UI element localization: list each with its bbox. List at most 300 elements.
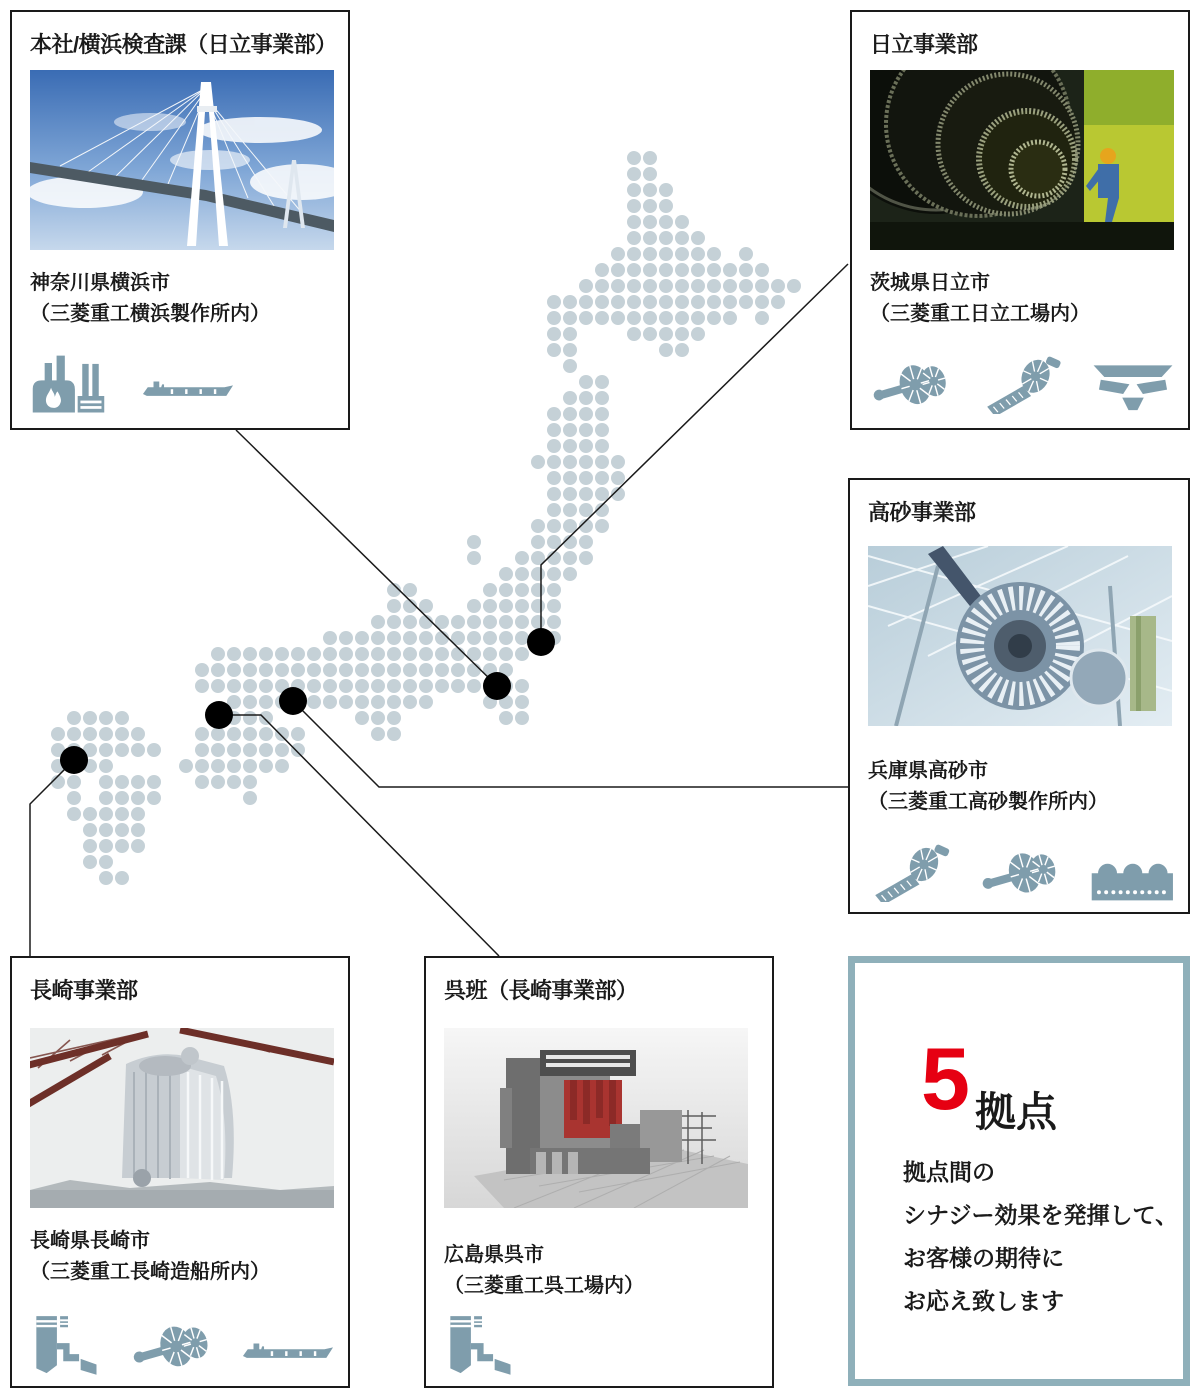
equipment-icons xyxy=(30,1304,336,1376)
map-dot xyxy=(659,199,673,213)
map-dot xyxy=(515,551,529,565)
map-dot xyxy=(67,791,81,805)
map-dot xyxy=(275,743,289,757)
map-dot xyxy=(451,615,465,629)
map-dot xyxy=(67,711,81,725)
map-dot xyxy=(483,583,497,597)
steam-turbine-rotor-icon xyxy=(870,353,956,414)
map-dot xyxy=(307,695,321,709)
map-dot xyxy=(259,695,273,709)
nagasaki-boiler-lift-photo xyxy=(30,1028,334,1208)
map-dot xyxy=(243,679,257,693)
map-dot xyxy=(259,727,273,741)
map-dot xyxy=(467,615,481,629)
map-dot xyxy=(675,215,689,229)
map-dot xyxy=(643,279,657,293)
map-dot xyxy=(307,663,321,677)
map-dot xyxy=(563,471,577,485)
map-dot xyxy=(387,727,401,741)
map-dot xyxy=(419,631,433,645)
map-dot xyxy=(515,679,529,693)
map-dot xyxy=(739,247,753,261)
map-dot xyxy=(435,663,449,677)
map-dot xyxy=(579,311,593,325)
map-dot xyxy=(419,647,433,661)
map-dot xyxy=(195,775,209,789)
map-dot xyxy=(547,567,561,581)
location-card-yokohama xyxy=(10,10,350,430)
summary-line: シナジー効果を発揮して、 xyxy=(903,1202,1179,1228)
map-dot xyxy=(259,759,273,773)
map-dot xyxy=(643,247,657,261)
map-dot xyxy=(259,743,273,757)
map-dot xyxy=(259,663,273,677)
map-dot xyxy=(355,679,369,693)
map-dot xyxy=(755,263,769,277)
map-dot xyxy=(83,807,97,821)
map-dot xyxy=(579,295,593,309)
map-dot xyxy=(83,823,97,837)
map-dot xyxy=(403,663,417,677)
map-dot xyxy=(355,663,369,677)
map-dot xyxy=(419,679,433,693)
map-dot xyxy=(179,759,193,773)
map-dot xyxy=(579,391,593,405)
map-dot xyxy=(51,775,65,789)
map-dot xyxy=(323,695,337,709)
map-dot xyxy=(611,247,625,261)
map-dot xyxy=(243,743,257,757)
map-dot xyxy=(275,663,289,677)
map-dot xyxy=(435,679,449,693)
map-dot xyxy=(259,711,273,725)
map-dot xyxy=(627,311,641,325)
map-dot xyxy=(403,647,417,661)
map-dot xyxy=(275,727,289,741)
map-dot xyxy=(627,263,641,277)
map-dot xyxy=(387,599,401,613)
map-dot xyxy=(675,295,689,309)
map-dot xyxy=(563,423,577,437)
map-dot xyxy=(595,471,609,485)
yokohama-marker xyxy=(483,672,511,700)
map-dot xyxy=(339,631,353,645)
map-dot xyxy=(675,231,689,245)
map-dot xyxy=(99,759,113,773)
map-dot xyxy=(611,295,625,309)
map-dot xyxy=(691,279,705,293)
map-dot xyxy=(547,439,561,453)
map-dot xyxy=(99,823,113,837)
compressor-rotor-icon xyxy=(868,841,955,902)
map-dot xyxy=(115,871,129,885)
map-dot xyxy=(691,263,705,277)
map-dot xyxy=(131,791,145,805)
map-dot xyxy=(387,615,401,629)
equipment-icons xyxy=(444,1304,760,1376)
map-dot xyxy=(371,711,385,725)
map-dot xyxy=(355,711,369,725)
map-dot xyxy=(67,807,81,821)
map-dot xyxy=(595,423,609,437)
card-title: 呉班（長崎事業部） xyxy=(444,978,638,1003)
map-dot xyxy=(115,711,129,725)
map-dot xyxy=(323,631,337,645)
map-dot xyxy=(467,663,481,677)
map-dot xyxy=(51,727,65,741)
map-dot xyxy=(579,439,593,453)
map-dot xyxy=(195,679,209,693)
map-dot xyxy=(211,679,225,693)
map-dot xyxy=(707,311,721,325)
map-dot xyxy=(419,663,433,677)
summary-line: 拠点間の xyxy=(903,1159,995,1185)
map-dot xyxy=(627,327,641,341)
site-detail: （三菱重工高砂製作所内） xyxy=(868,791,1108,813)
map-dot xyxy=(707,295,721,309)
boiler-house-icon xyxy=(1089,848,1176,902)
map-dot xyxy=(787,279,801,293)
map-dot xyxy=(515,599,529,613)
map-dot xyxy=(195,759,209,773)
map-dot xyxy=(131,743,145,757)
map-dot xyxy=(547,583,561,597)
map-dot xyxy=(675,327,689,341)
map-dot xyxy=(195,743,209,757)
map-dot xyxy=(99,775,113,789)
map-dot xyxy=(563,503,577,517)
map-dot xyxy=(579,551,593,565)
map-dot xyxy=(323,679,337,693)
map-dot xyxy=(595,263,609,277)
map-dot xyxy=(371,695,385,709)
map-dot xyxy=(563,343,577,357)
map-dot xyxy=(611,263,625,277)
map-dot xyxy=(323,663,337,677)
map-dot xyxy=(627,151,641,165)
map-dot xyxy=(579,423,593,437)
yokohama-line xyxy=(236,430,497,686)
map-dot xyxy=(243,647,257,661)
nagasaki-marker xyxy=(60,746,88,774)
map-dot xyxy=(499,711,513,725)
map-dot xyxy=(291,663,305,677)
map-dot xyxy=(211,759,225,773)
map-dot xyxy=(563,359,577,373)
summary-message xyxy=(903,1151,1178,1323)
map-dot xyxy=(627,295,641,309)
map-dot xyxy=(627,215,641,229)
map-dot xyxy=(275,647,289,661)
map-dot xyxy=(371,631,385,645)
map-dot xyxy=(291,743,305,757)
map-dot xyxy=(563,455,577,469)
map-dot xyxy=(579,487,593,501)
takasago-gas-turbine-photo xyxy=(868,546,1172,726)
map-dot xyxy=(531,615,545,629)
map-dot xyxy=(563,567,577,581)
map-dot xyxy=(83,727,97,741)
map-dot xyxy=(211,647,225,661)
map-dot xyxy=(643,327,657,341)
map-dot xyxy=(499,599,513,613)
tanker-ship-icon xyxy=(242,1333,334,1362)
map-dot xyxy=(131,839,145,853)
map-dot xyxy=(339,663,353,677)
map-dot xyxy=(771,279,785,293)
map-dot xyxy=(707,279,721,293)
map-dot xyxy=(739,295,753,309)
map-dot xyxy=(563,327,577,341)
map-dot xyxy=(643,263,657,277)
map-dot xyxy=(531,535,545,549)
steam-turbine-rotor-icon xyxy=(130,1314,218,1376)
map-dot xyxy=(771,295,785,309)
compressor-rotor-icon xyxy=(980,353,1066,414)
map-dot xyxy=(227,775,241,789)
map-dot xyxy=(515,631,529,645)
map-dot xyxy=(355,695,369,709)
map-dot xyxy=(675,311,689,325)
map-dot xyxy=(195,727,209,741)
map-dot xyxy=(227,759,241,773)
map-dot xyxy=(227,647,241,661)
map-dot xyxy=(387,647,401,661)
map-dot xyxy=(227,727,241,741)
map-dot xyxy=(403,679,417,693)
map-dot xyxy=(387,663,401,677)
location-text xyxy=(30,268,270,330)
map-dot xyxy=(339,695,353,709)
map-dot xyxy=(547,487,561,501)
map-dot xyxy=(563,487,577,501)
map-dot xyxy=(579,279,593,293)
map-dot xyxy=(595,455,609,469)
map-dot xyxy=(99,711,113,725)
map-dot xyxy=(691,231,705,245)
map-dot xyxy=(451,679,465,693)
map-dot xyxy=(243,711,257,725)
map-dot xyxy=(531,455,545,469)
map-dot xyxy=(579,455,593,469)
map-dot xyxy=(531,519,545,533)
location-card-kure xyxy=(424,956,774,1388)
map-dot xyxy=(643,183,657,197)
map-dot xyxy=(307,679,321,693)
map-dot xyxy=(499,631,513,645)
hitachi-turbine-rotor-photo xyxy=(870,70,1174,250)
location-text xyxy=(30,1226,270,1288)
map-dot xyxy=(131,823,145,837)
map-dot xyxy=(243,775,257,789)
map-dot xyxy=(547,471,561,485)
map-dot xyxy=(99,807,113,821)
map-dot xyxy=(243,759,257,773)
map-dot xyxy=(211,743,225,757)
map-dot xyxy=(563,391,577,405)
map-dot xyxy=(467,679,481,693)
map-dot xyxy=(387,711,401,725)
map-dot xyxy=(147,791,161,805)
map-dot xyxy=(275,759,289,773)
map-dot xyxy=(387,679,401,693)
map-dot xyxy=(579,503,593,517)
map-dot xyxy=(499,567,513,581)
map-dot xyxy=(531,583,545,597)
kure-plant-model-photo xyxy=(444,1028,748,1208)
map-dot xyxy=(131,727,145,741)
equipment-icons xyxy=(868,830,1176,902)
map-dot xyxy=(371,647,385,661)
map-dot xyxy=(547,503,561,517)
prefecture-city: 茨城県日立市 xyxy=(870,272,990,294)
map-dot xyxy=(691,311,705,325)
map-dot xyxy=(99,727,113,741)
site-detail: （三菱重工横浜製作所内） xyxy=(30,303,270,325)
map-dot xyxy=(691,295,705,309)
steam-turbine-rotor-icon xyxy=(979,841,1066,902)
site-count-unit: 拠点 xyxy=(975,1089,1057,1135)
map-dot xyxy=(83,855,97,869)
map-dot xyxy=(227,679,241,693)
site-detail: （三菱重工長崎造船所内） xyxy=(30,1261,270,1283)
map-dot xyxy=(547,455,561,469)
map-dot xyxy=(563,551,577,565)
map-dot xyxy=(467,535,481,549)
kure-marker xyxy=(205,701,233,729)
map-dot xyxy=(67,775,81,789)
location-text xyxy=(870,268,1090,330)
map-dot xyxy=(643,231,657,245)
map-dot xyxy=(627,279,641,293)
map-dot xyxy=(339,679,353,693)
map-dot xyxy=(115,839,129,853)
map-dot xyxy=(99,839,113,853)
map-dot xyxy=(563,311,577,325)
map-dot xyxy=(723,279,737,293)
map-dot xyxy=(499,583,513,597)
location-text xyxy=(444,1240,644,1302)
map-dot xyxy=(723,263,737,277)
map-dot xyxy=(483,631,497,645)
map-dot xyxy=(515,615,529,629)
map-dot xyxy=(531,599,545,613)
map-dot xyxy=(691,247,705,261)
map-dot xyxy=(659,215,673,229)
location-card-hitachi xyxy=(850,10,1190,430)
map-dot xyxy=(595,487,609,501)
site-detail: （三菱重工日立工場内） xyxy=(870,303,1090,325)
map-dot xyxy=(643,167,657,181)
map-dot xyxy=(67,727,81,741)
map-dot xyxy=(611,311,625,325)
map-dot xyxy=(211,775,225,789)
location-card-takasago xyxy=(848,478,1190,914)
map-dot xyxy=(595,295,609,309)
map-dot xyxy=(739,263,753,277)
map-dot xyxy=(307,647,321,661)
map-dot xyxy=(483,615,497,629)
map-dot xyxy=(499,647,513,661)
map-dot xyxy=(659,343,673,357)
boiler-piping-icon xyxy=(444,1313,520,1376)
map-dot xyxy=(99,791,113,805)
map-dot xyxy=(579,471,593,485)
yokohama-bridge-photo xyxy=(30,70,334,250)
map-dot xyxy=(211,727,225,741)
map-dot xyxy=(99,855,113,869)
map-dot xyxy=(131,807,145,821)
map-dot xyxy=(675,247,689,261)
map-dot xyxy=(595,439,609,453)
equipment-icons xyxy=(30,342,336,414)
map-dot xyxy=(755,279,769,293)
map-dot xyxy=(515,711,529,725)
map-dot xyxy=(643,151,657,165)
map-dot xyxy=(691,327,705,341)
map-dot xyxy=(323,647,337,661)
map-dot xyxy=(467,599,481,613)
map-dot xyxy=(291,647,305,661)
map-dot xyxy=(659,327,673,341)
nagasaki-line xyxy=(30,760,74,956)
hitachi-marker xyxy=(527,628,555,656)
equipment-icons xyxy=(870,342,1176,414)
map-dot xyxy=(403,631,417,645)
map-dot xyxy=(451,663,465,677)
map-dot xyxy=(515,695,529,709)
map-dot xyxy=(659,311,673,325)
map-dot xyxy=(451,647,465,661)
map-dot xyxy=(547,327,561,341)
map-dot xyxy=(211,663,225,677)
map-dot xyxy=(595,311,609,325)
card-title: 日立事業部 xyxy=(870,32,978,57)
map-dot xyxy=(563,407,577,421)
card-title: 本社/横浜検査課（日立事業部） xyxy=(30,32,337,57)
map-dot xyxy=(227,663,241,677)
map-dot xyxy=(115,807,129,821)
tanker-ship-icon xyxy=(142,371,234,400)
map-dot xyxy=(371,727,385,741)
map-dot xyxy=(243,727,257,741)
map-dot xyxy=(755,311,769,325)
map-dot xyxy=(611,455,625,469)
map-dot xyxy=(643,295,657,309)
valve-press-icon xyxy=(1090,360,1176,414)
map-dot xyxy=(291,727,305,741)
location-text xyxy=(868,756,1108,818)
map-dot xyxy=(563,439,577,453)
map-dot xyxy=(547,615,561,629)
map-dot xyxy=(435,647,449,661)
summary-line: お応え致します xyxy=(903,1288,1064,1314)
map-dot xyxy=(115,791,129,805)
map-dot xyxy=(371,663,385,677)
map-dot xyxy=(723,311,737,325)
map-dot xyxy=(627,199,641,213)
map-dot xyxy=(531,567,545,581)
map-dot xyxy=(99,743,113,757)
map-dot xyxy=(675,279,689,293)
map-dot xyxy=(707,263,721,277)
card-title: 長崎事業部 xyxy=(30,978,138,1003)
map-dot xyxy=(595,519,609,533)
map-dot xyxy=(723,295,737,309)
takasago-marker xyxy=(279,687,307,715)
site-detail: （三菱重工呉工場内） xyxy=(444,1275,644,1297)
map-dot xyxy=(611,279,625,293)
